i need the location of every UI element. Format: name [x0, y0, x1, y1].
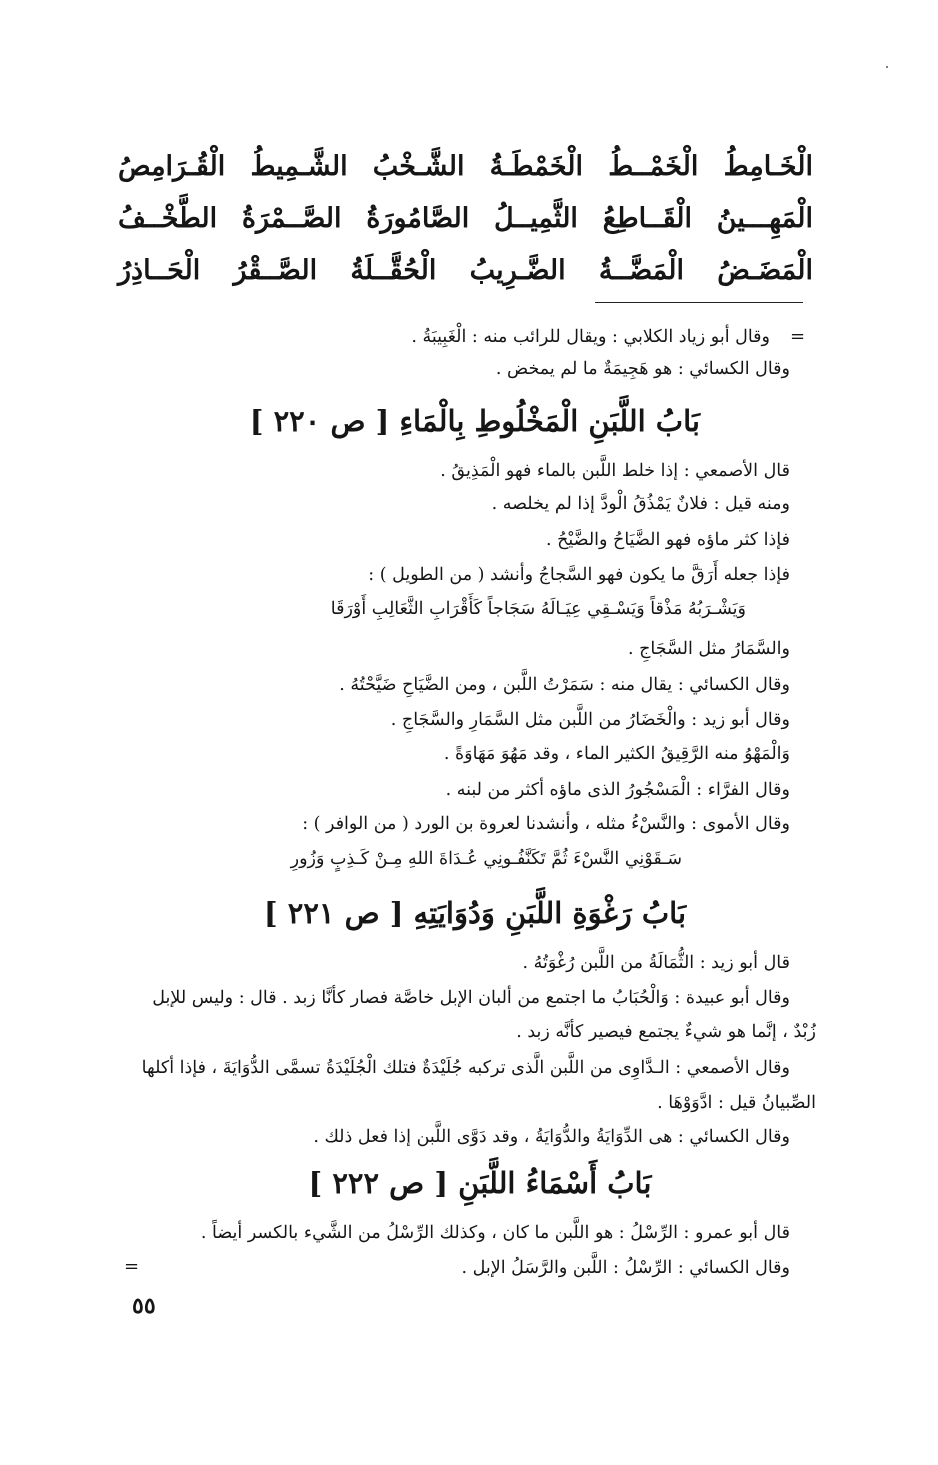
word-row [118, 140, 813, 192]
word: الْخَمْطَـةُ [489, 150, 583, 182]
body-line: وقال الأموى : والنَّسْءُ مثله ، وأنشدنا لعروة بن الورد ( من الوافر ) : [302, 814, 790, 834]
speck-mark [886, 66, 888, 68]
footnote-line: وقال الكسائي : هو هَجِيمَةٌ ما لم يمخض . [495, 359, 790, 379]
body-line: وَالْمَهْوُ منه الرَّقِيقُ الكثير الماء ، وقد مَهُوَ مَهَاوَةً . [443, 744, 790, 764]
body-line: قال أبو زيد : الثُّمَالَةُ من اللَّبن رُغْوَتُهُ . [522, 953, 790, 973]
body-line: قال أبو عمرو : الرِّسْلُ : هو اللَّبن ما كان ، وكذلك الرِّسْلُ من الشَّيء بالكسر أيضاً . [200, 1223, 790, 1243]
body-line: زُبْدٌ ، إنَّما هو شيءٌ يجتمع فيصير كأنَّه زبد . [516, 1022, 816, 1042]
body-line: وقال الأصمعي : الـدَّاوِى من اللَّبن الَّذى تركبه جُلَيْدَةٌ فتلك الْجُلَيْدَةُ تسمَّى الدُّوَايَةَ ، فإذا أكلها [141, 1058, 790, 1078]
body-line: وقال الكسائي : الرِّسْلُ : اللَّبن والرَّسَلُ الإبل . [461, 1258, 790, 1278]
continuation-marker: = [790, 326, 806, 347]
word: الْخَمْــطُ [608, 150, 699, 182]
body-line: والسَّمَارُ مثل السَّجَاجِ . [627, 639, 790, 659]
section-heading: بَابُ رَغْوَةِ اللَّبَنِ وَدُوَايَتِهِ [ ص ٢٢١ ] [263, 896, 687, 930]
word: الْقُـرَامِصُ [118, 150, 226, 182]
word: الصَّامُورَةُ [366, 202, 470, 234]
body-line: وقال أبو عبيدة : وَالْحُبَابُ ما اجتمع من ألبان الإبل خاصَّة فصار كأنَّا زبد . قال : وليس للإبل [152, 988, 790, 1008]
word-row [118, 244, 813, 296]
word: الْقَــاطِعُ [602, 202, 692, 234]
word: الضَّـرِيبُ [469, 254, 566, 286]
word: الْحَــاذِرُ [118, 254, 201, 286]
word: الشَّـخْبُ [372, 150, 465, 182]
body-line: وقال الكسائي : يقال منه : سَمَرْتُ اللَّبن ، ومن الضَّيَاحِ ضَيَّحْتُهُ . [339, 675, 790, 695]
word: الْخَـامِطُ [723, 150, 813, 182]
footnote-line: وقال أبو زياد الكلابي : ويقال للرائب منه : الْغَبِيبَةُ . [411, 327, 770, 347]
body-line: قال الأصمعي : إذا خلط اللَّبن بالماء فهو الْمَذِيقُ . [440, 461, 790, 481]
word: الطَّخْــفُ [118, 202, 218, 234]
body-line: فإذا كثر ماؤه فهو الضَّيَاحُ والضَّيْحُ . [545, 530, 790, 550]
word: الصَّــقْرُ [233, 254, 318, 286]
body-line: ومنه قيل : فلانٌ يَمْذُقُ الْودَّ إذا لم يخلصه . [491, 494, 790, 514]
body-line: وقال الفرَّاء : الْمَسْجُورُ الذى ماؤه أكثر من لبنه . [445, 780, 790, 800]
word: الْمَضَـضُ [717, 254, 813, 286]
word: الْحُقَّــلَةُ [350, 254, 437, 286]
word: الْمَضَّــةُ [598, 254, 684, 286]
footnote-divider [595, 302, 803, 303]
verse-line: وَيَشْـرَبُهُ مَذْقاً وَيَسْـقِي عِيَـالَهُ سَجَاجاً كَأَقْرَابِ الثَّعَالِبِ أَوْرَقَا [330, 599, 746, 619]
word: الثَّمِيــلُ [494, 202, 578, 234]
word: الصَّــمْرَةُ [241, 202, 342, 234]
word: الْمَهِـــينُ [716, 202, 813, 234]
page-number: ٥٥ [132, 1293, 156, 1319]
word: الشَّـمِيطُ [250, 150, 348, 182]
word-row [118, 192, 813, 244]
body-line: الصِّبيانُ قيل : ادَّوَوْهَا . [657, 1093, 816, 1113]
body-line: وقال أبو زيد : والْخَضَارُ من اللَّبن مثل السَّمَارِ والسَّجَاجِ . [390, 710, 790, 730]
body-line: وقال الكسائي : هى الدِّوَايَةُ والدُّوَايَةُ ، وقد دَوَّى اللَّبن إذا فعل ذلك . [313, 1127, 790, 1147]
verse-line: سَـقَوْنِي النَّسْءَ ثُمَّ تَكَنَّفُـونِي عُـدَاةَ اللهِ مِـنْ كَـذِبٍ وَزُورِ [290, 849, 682, 869]
body-line: فإذا جعله أَرَقَّ ما يكون فهو السَّجاجُ وأنشد ( من الطويل ) : [368, 565, 790, 585]
continuation-marker: = [124, 1256, 140, 1277]
section-heading: بَابُ اللَّبَنِ الْمَخْلُوطِ بِالْمَاءِ [ ص ٢٢٠ ] [249, 404, 700, 438]
word-list [118, 140, 813, 296]
section-heading: بَابُ أَسْمَاءُ اللَّبَنِ [ ص ٢٢٢ ] [308, 1166, 652, 1200]
